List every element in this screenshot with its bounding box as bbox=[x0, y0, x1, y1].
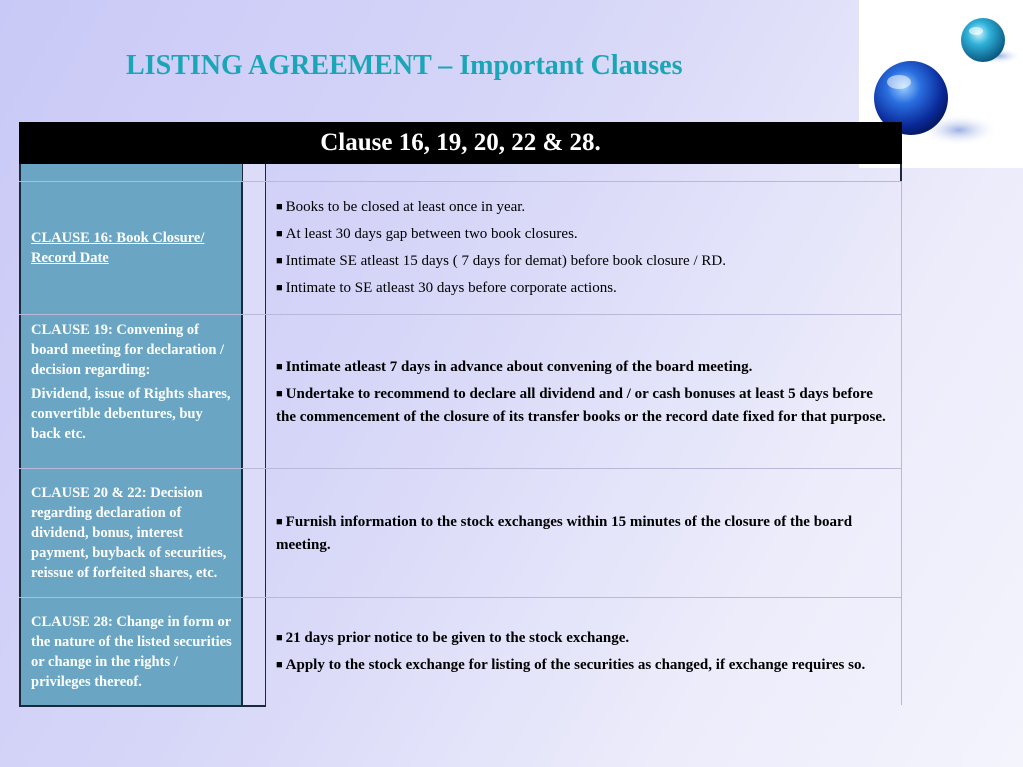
clause-28-details bbox=[266, 598, 902, 705]
clause-16-cell bbox=[19, 182, 243, 314]
clause-28-cell bbox=[19, 598, 243, 705]
clause-19-subtitle: Dividend, issue of Rights shares, convertible debentures, buy back etc. bbox=[31, 386, 231, 442]
clause-19-details bbox=[266, 315, 902, 468]
clause-28-title: CLAUSE 28: Change in form or the nature of the listed securities or change in the rights / privileges thereof. bbox=[31, 613, 232, 690]
slide-title: LISTING AGREEMENT – Important Clauses bbox=[126, 50, 683, 81]
table-bottom-border bbox=[19, 705, 266, 707]
table-row bbox=[19, 468, 902, 597]
table-header: Clause 16, 19, 20, 22 & 28. bbox=[19, 122, 902, 164]
glass-marble-teal-icon bbox=[961, 18, 1005, 62]
clause-16-link[interactable]: CLAUSE 16: Book Closure/ Record Date bbox=[31, 230, 205, 266]
bullet-item: ■ 21 days prior notice to be given to the stock exchange. bbox=[276, 629, 630, 646]
table-row bbox=[19, 597, 902, 705]
bullet-item: ■ Furnish information to the stock exchanges within 15 minutes of the closure of the board meeting. bbox=[276, 513, 853, 553]
clause-20-22-details bbox=[266, 469, 902, 597]
bullet-item: ■ Apply to the stock exchange for listing of the securities as changed, if exchange requires so. bbox=[276, 656, 866, 673]
bullet-item: ■ Intimate atleast 7 days in advance about convening of the board meeting. bbox=[276, 358, 753, 375]
clause-20-22-cell bbox=[19, 469, 243, 597]
clauses-table bbox=[19, 122, 902, 707]
bullet-item: ■ Undertake to recommend to declare all dividend and / or cash bonuses at least 5 days before the commencement of the closure of its transfer books or the record date fixed for that purpose. bbox=[276, 385, 886, 425]
bullet-item: ■ Intimate SE atleast 15 days ( 7 days for demat) before book closure / RD. bbox=[276, 253, 726, 269]
table-spacer-row bbox=[19, 164, 902, 181]
clause-20-22-title: CLAUSE 20 & 22: Decision regarding declaration of dividend, bonus, interest payment, buyback of securities, reissue of forfeited shares, etc. bbox=[31, 485, 227, 581]
bullet-item: ■ Intimate to SE atleast 30 days before corporate actions. bbox=[276, 280, 617, 296]
bullet-item: ■ At least 30 days gap between two book closures. bbox=[276, 226, 578, 242]
clause-19-title: CLAUSE 19: Convening of board meeting for declaration / decision regarding: bbox=[31, 322, 225, 378]
table-row bbox=[19, 181, 902, 314]
table-row bbox=[19, 314, 902, 468]
clause-16-details bbox=[266, 182, 902, 314]
bullet-item: ■ Books to be closed at least once in year. bbox=[276, 199, 526, 215]
clause-19-cell bbox=[19, 315, 243, 468]
